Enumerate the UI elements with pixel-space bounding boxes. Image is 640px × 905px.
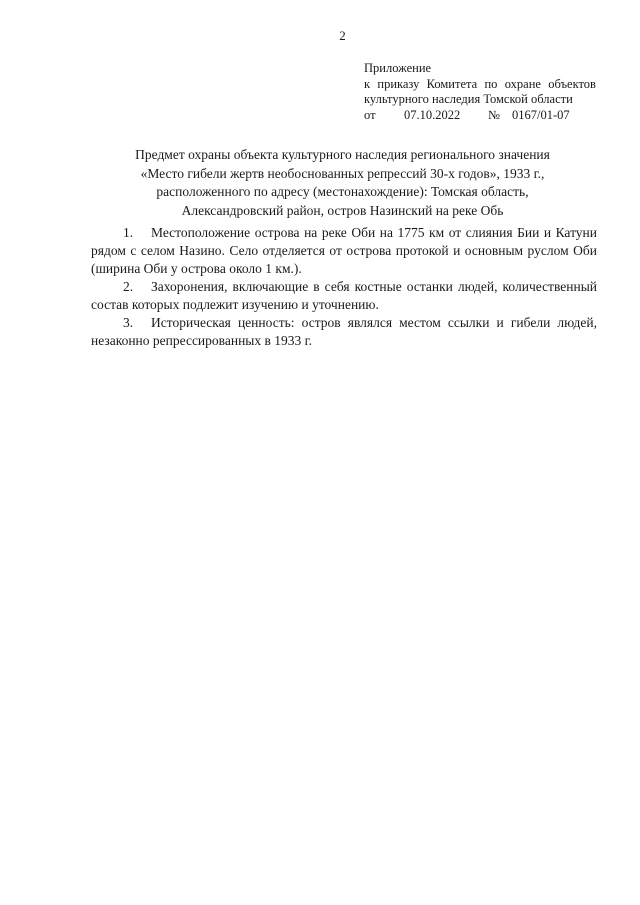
number-sign: № — [488, 107, 500, 122]
appendix-word: Комитета — [426, 76, 478, 91]
appendix-word: охране — [504, 76, 541, 91]
document-title — [60, 146, 625, 220]
title-line: Предмет охраны объекта культурного наследия регионального значения — [135, 147, 550, 162]
list-item-number: 1. — [123, 225, 134, 240]
appendix-order-reference — [364, 77, 596, 93]
list-item — [91, 224, 597, 278]
list-item-text: Историческая ценность: остров являлся местом ссылки и гибели людей, незаконно репрессированных в 1933 г. — [91, 315, 597, 348]
appendix-heading: Приложение — [364, 61, 432, 75]
list-item-text: Захоронения, включающие в себя костные останки людей, количественный состав которых подлежит изучению и уточнению. — [91, 279, 597, 312]
title-line: Александровский район, остров Назинский на реке Обь — [181, 202, 504, 218]
appendix-word: приказу — [377, 76, 420, 91]
title-line: «Место гибели жертв необоснованных репрессий 30-х годов», 1933 г., — [140, 165, 545, 181]
appendix-word: объектов — [548, 76, 596, 91]
order-number: 0167/01-07 — [512, 107, 570, 122]
list-item — [91, 314, 597, 350]
title-line: расположенного по адресу (местонахождение): Томская область, — [156, 184, 529, 199]
appendix-block — [364, 61, 604, 123]
appendix-word: к — [364, 76, 371, 91]
list-item — [91, 278, 597, 314]
document-body — [91, 224, 597, 350]
list-item-text: Местоположение острова на реке Оби на 1775 км от слияния Бии и Катуни рядом с селом Назино. Село отделяется от острова протокой и основным руслом Оби (ширина Оби у острова около 1 км.). — [91, 225, 597, 276]
from-label: от — [364, 107, 376, 122]
list-item-number: 3. — [123, 315, 134, 330]
appendix-word: по — [484, 76, 498, 91]
page-number: 2 — [339, 28, 346, 43]
list-item-number: 2. — [123, 279, 134, 294]
appendix-date-row — [364, 108, 604, 124]
order-date: 07.10.2022 — [404, 107, 461, 122]
appendix-committee-name: культурного наследия Томской области — [364, 92, 573, 106]
